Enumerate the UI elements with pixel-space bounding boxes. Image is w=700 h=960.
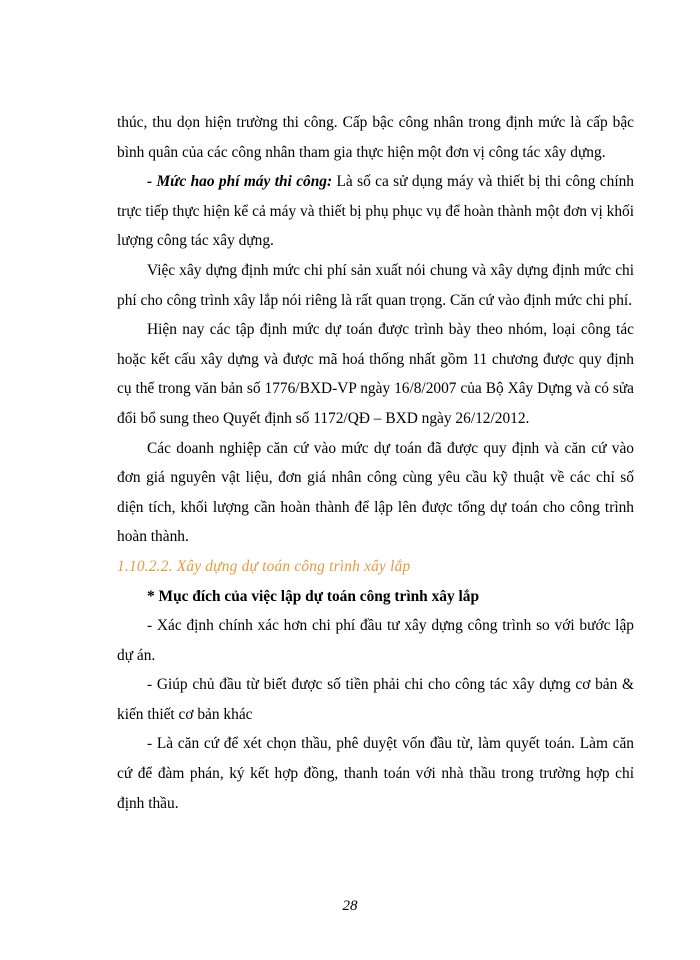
list-item: - Xác định chính xác hơn chi phí đầu tư xây dựng công trình so với bước lập dự án.	[117, 617, 634, 664]
paragraph: Việc xây dựng định mức chi phí sản xuất nói chung và xây dựng định mức chi phí cho công trình xây lắp nói riêng là rất quan trọng. Căn cứ vào định mức chi phí.	[117, 261, 634, 309]
term-definition: Là số ca sử dụng máy và thiết bị thi công chính trực tiếp thực hiện kể cả máy và thiết bị phụ phục vụ để hoàn thành một đơn vị khối lượng công tác xây dựng.	[117, 173, 634, 250]
section-heading: 1.10.2.2. Xây dựng dự toán công trình xây lắp	[117, 557, 411, 575]
paragraph: Hiện nay các tập định mức dự toán được trình bày theo nhóm, loại công tác hoặc kết cấu xây dựng và được mã hoá thống nhất gồm 11 chương được quy định cụ thể trong văn bản số 1776/BXD-VP ngày 16/8/2007 của Bộ Xây Dựng và có sửa đổi bổ sung theo Quyết định số 1172/QĐ – BXD ngày 26/12/2012.	[117, 321, 634, 427]
list-item: - Là căn cứ để xét chọn thầu, phê duyệt vốn đầu từ, làm quyết toán. Làm căn cứ để đàm phán, ký kết hợp đồng, thanh toán với nhà thầu trong trường hợp chỉ định thầu.	[117, 735, 634, 812]
list-item: - Giúp chủ đầu từ biết được số tiền phải chi cho công tác xây dựng cơ bản & kiến thiết cơ bản khác	[117, 676, 634, 723]
term-lead: - Mức hao phí máy thi công:	[147, 173, 333, 191]
paragraph: Các doanh nghiệp căn cứ vào mức dự toán đã được quy định và căn cứ vào đơn giá nguyên vật liệu, đơn giá nhân công cùng yêu cầu kỹ thuật về các chỉ số diện tích, khối lượng cần hoàn thành để lập lên được tổng dự toán cho công trình hoàn thành.	[117, 439, 634, 546]
paragraph	[117, 167, 634, 256]
page-number: 28	[342, 898, 358, 914]
body-text	[117, 108, 634, 818]
paragraph: thúc, thu dọn hiện trường thi công. Cấp bậc công nhân trong định mức là cấp bậc bình quân của các công nhân tham gia thực hiện một đơn vị công tác xây dựng.	[117, 114, 634, 161]
sub-heading: * Mục đích của việc lập dự toán công trình xây lắp	[147, 587, 480, 605]
